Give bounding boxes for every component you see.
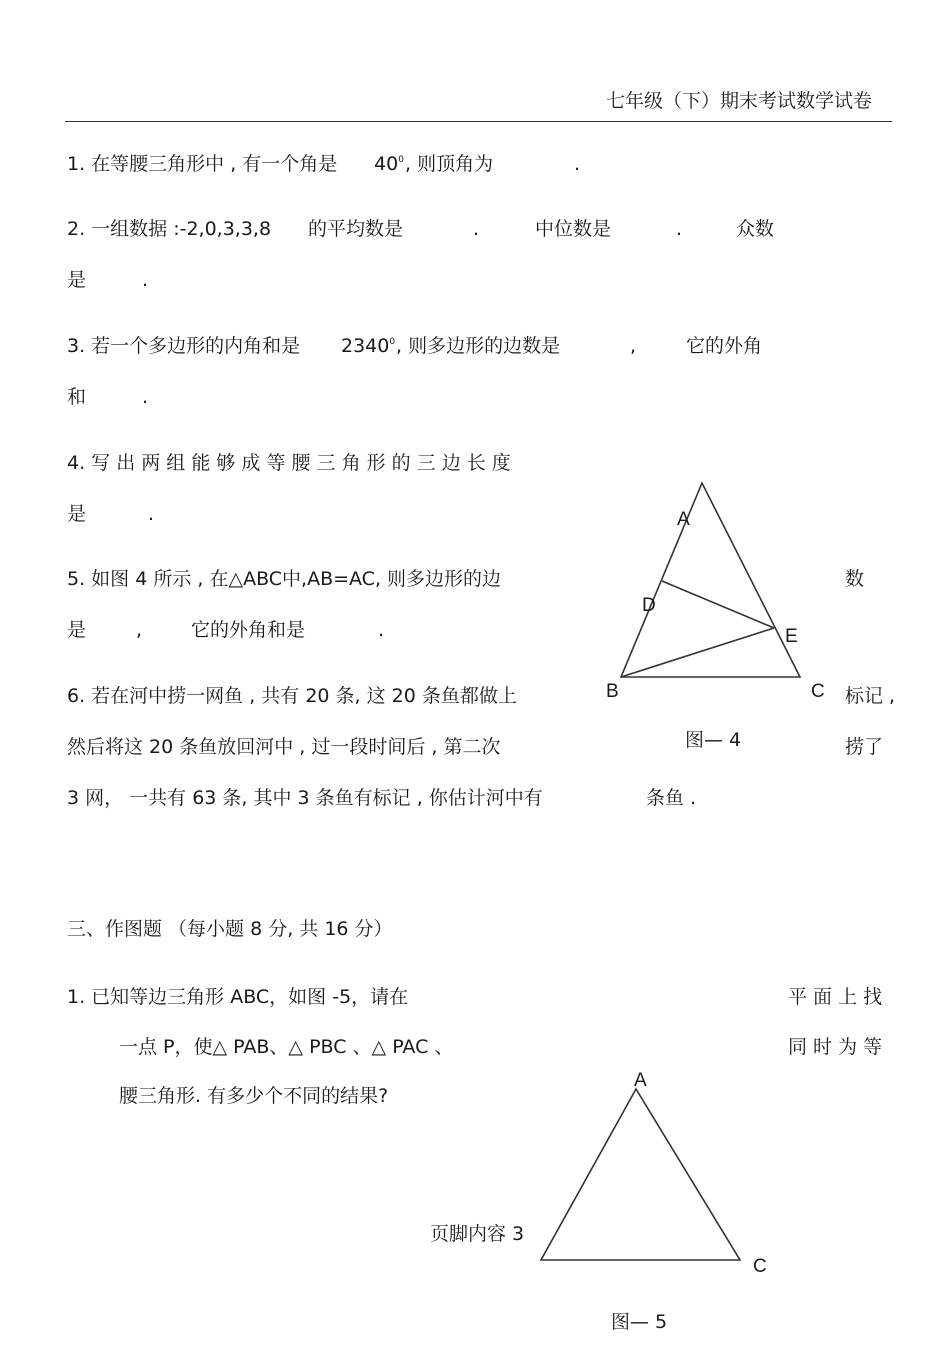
q6-line-1: 6. 若在河中捞一网鱼 , 共有 20 条, 这 20 条鱼都做上 — [67, 685, 517, 707]
q3-angle-value: 2340 — [341, 335, 390, 357]
triangle-abc-equilateral — [541, 1089, 740, 1260]
fig5-label-a: A — [634, 1070, 647, 1091]
q3-text-b: , 则多边形的边数是 — [396, 335, 561, 357]
q1-degree-sup: 0 — [398, 155, 404, 165]
q6-line-2: 然后将这 20 条鱼放回河中 , 过一段时间后 , 第二次 — [67, 736, 501, 758]
s3-q1-line-2: 一点 P，使△ PAB、△ PBC 、△ PAC 、 — [119, 1036, 454, 1058]
q1-angle-value: 40 — [374, 153, 399, 175]
triangle-abc — [621, 483, 800, 677]
q5-line-2: 是 — [67, 619, 87, 641]
q4-line-2: 是 — [67, 503, 87, 525]
q1-text-a: 1. 在等腰三角形中 , 有一个角是 — [67, 153, 338, 175]
q2-line-2: 是 — [67, 269, 87, 291]
fig4-label-d: D — [642, 595, 656, 616]
q2-dot-3: . — [142, 269, 149, 291]
q2-dot-1: . — [473, 218, 480, 240]
q4-line-1: 4. 写 出 两 组 能 够 成 等 腰 三 角 形 的 三 边 长 度 — [67, 452, 511, 474]
fig4-label-e: E — [785, 626, 798, 647]
q2-text-d: 众数 — [736, 218, 775, 240]
segment-be — [621, 628, 774, 677]
segment-de — [662, 581, 774, 628]
q5-dot: . — [378, 619, 385, 641]
q6-line-1-end: 标记 , — [845, 685, 896, 707]
s3-q1-line-3: 腰三角形. 有多少个不同的结果? — [119, 1085, 389, 1107]
fig5-caption: 图— 5 — [611, 1311, 668, 1333]
q2-dot-2: . — [676, 218, 683, 240]
fig4-caption: 图— 4 — [685, 729, 742, 751]
q3-dot: . — [142, 386, 149, 408]
page-header-title: 七年级（下）期末考试数学试卷 — [605, 90, 872, 112]
footer-content: 页脚内容 3 — [430, 1223, 525, 1245]
fig4-label-b: B — [606, 681, 619, 702]
q1-angle — [374, 155, 404, 174]
q5-text-a: 5. 如图 4 所示 , 在△ABC中,AB=AC, 则多边形的边 — [67, 568, 502, 590]
header-rule — [65, 121, 892, 122]
q2-text-c: 中位数是 — [535, 218, 612, 240]
q3-text-c: 它的外角 — [686, 335, 763, 357]
q5-text-b: 数 — [845, 568, 865, 590]
q6-line-3-end: 条鱼 . — [646, 787, 697, 809]
q2-text-a: 2. 一组数据 :-2,0,3,3,8 — [67, 218, 272, 240]
q3-angle — [341, 337, 395, 356]
q6-line-3: 3 网， 一共有 63 条, 其中 3 条鱼有标记 , 你估计河中有 — [67, 787, 543, 809]
fig4-label-c: C — [811, 681, 825, 702]
fig5-label-c: C — [753, 1256, 767, 1277]
q5-comma: , — [136, 619, 143, 641]
q1-blank-end: . — [574, 153, 581, 175]
s3-q1-line-1: 1. 已知等边三角形 ABC，如图 -5，请在 — [67, 986, 409, 1008]
q3-line-2: 和 — [67, 386, 87, 408]
fig4-label-a: A — [677, 509, 690, 530]
q1-text-b: , 则顶角为 — [405, 153, 494, 175]
s3-q1-line-2-end: 同 时 为 等 — [788, 1036, 883, 1058]
q3-comma: , — [630, 335, 637, 357]
q6-line-2-end: 捞了 — [845, 736, 884, 758]
q5-text-c: 它的外角和是 — [191, 619, 306, 641]
s3-q1-line-1-end: 平 面 上 找 — [788, 986, 883, 1008]
q3-text-a: 3. 若一个多边形的内角和是 — [67, 335, 301, 357]
q4-dot: . — [148, 503, 155, 525]
q2-text-b: 的平均数是 — [308, 218, 404, 240]
section-3-title: 三、作图题 （每小题 8 分, 共 16 分） — [67, 918, 393, 940]
q3-degree-sup: 0 — [389, 337, 396, 347]
